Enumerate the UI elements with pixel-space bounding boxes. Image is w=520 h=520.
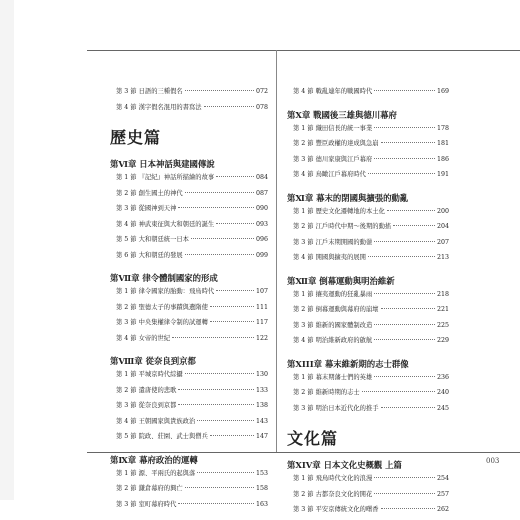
leader-dots — [362, 391, 435, 392]
entry-title: 第 3 節 從國神到天神 — [116, 205, 177, 212]
toc-entry — [110, 86, 268, 102]
entry-page: 111 — [255, 303, 268, 311]
entry-title: 第 5 節 大和朝廷統一日本 — [116, 236, 189, 243]
toc-entry — [110, 234, 268, 250]
entry-title: 第 4 節 鳥瞰江戶幕府時代 — [293, 171, 366, 178]
toc-entry — [110, 172, 268, 188]
toc-entry — [287, 504, 449, 520]
entry-page: 153 — [255, 469, 268, 477]
leader-dots — [374, 339, 435, 340]
leader-dots — [374, 158, 435, 159]
toc-entry — [287, 86, 449, 102]
leader-dots — [185, 373, 254, 374]
toc-entry — [287, 372, 449, 388]
entry-title: 第 2 節 倒幕運動與幕府的崩壞 — [293, 306, 379, 313]
entry-title: 第 3 節 日語的三種假名 — [116, 88, 183, 95]
leader-dots — [374, 241, 435, 242]
leader-dots — [381, 308, 435, 309]
toc-entry — [287, 473, 449, 489]
entry-title: 第 4 節 漢字假名混用的書寫法 — [116, 103, 202, 111]
entry-title: 第 3 節 平安京傳統文化的曙香 — [293, 506, 379, 513]
entry-title: 第 1 節 織田信長的統一事業 — [293, 124, 373, 132]
toc-entry — [110, 302, 268, 318]
entry-page: 213 — [436, 254, 449, 261]
entry-page: 257 — [436, 490, 449, 498]
toc-entry — [110, 369, 268, 385]
leader-dots — [178, 207, 254, 208]
entry-page: 117 — [255, 319, 268, 326]
leader-dots — [374, 477, 435, 478]
toc-entry — [110, 203, 268, 219]
entry-title: 第 2 節 聖德太子的事蹟與遺隋使 — [116, 303, 208, 311]
entry-page: 163 — [255, 500, 268, 508]
entry-title: 第 4 節 王朝國家與貴族政治 — [116, 417, 196, 425]
leader-dots — [381, 407, 435, 408]
leader-dots — [368, 173, 435, 174]
entry-title: 第 3 節 中央集權律令制的試運轉 — [116, 319, 208, 326]
entry-page: 147 — [255, 433, 268, 440]
page-number: 003 — [486, 457, 500, 465]
entry-page: 087 — [255, 189, 268, 197]
toc-entry — [287, 154, 449, 170]
entry-title: 第 1 節 源、平兩氏的起與落 — [116, 469, 196, 477]
entry-page: 218 — [436, 290, 449, 298]
entry-page: 072 — [255, 88, 268, 95]
entry-page: 107 — [255, 288, 268, 295]
leader-dots — [210, 435, 254, 436]
leader-dots — [374, 493, 435, 494]
entry-title: 第 4 節 戰亂連年的戰國時代 — [293, 88, 373, 95]
entry-page: 204 — [436, 223, 449, 230]
entry-title: 第 3 節 江戶末期開國的動盪 — [293, 238, 373, 246]
leader-dots — [197, 420, 254, 421]
entry-page: 186 — [436, 155, 449, 163]
leader-dots — [178, 389, 254, 390]
toc-entry — [110, 431, 268, 447]
leader-dots — [185, 254, 254, 255]
entry-title: 第 1 節 『記紀』神話所描繪的故事 — [116, 174, 215, 181]
entry-page: 262 — [436, 506, 449, 513]
entry-page: 221 — [436, 306, 449, 313]
toc-entry — [110, 286, 268, 302]
toc-entry — [110, 250, 268, 266]
column-divider — [276, 50, 277, 452]
entry-page: 158 — [255, 485, 268, 492]
leader-dots — [387, 210, 435, 211]
leader-dots — [185, 487, 254, 488]
chapter-heading: 第Ⅺ章 幕末的閉國與擴張的動亂 — [287, 192, 409, 203]
leader-dots — [374, 293, 435, 294]
leader-dots — [374, 324, 435, 325]
toc-entry — [287, 335, 449, 351]
entry-title: 第 2 節 豐臣政權的達成與急崩 — [293, 140, 379, 147]
chapter-heading: 第Ⅷ章 從奈良到京都 — [110, 356, 196, 366]
left-column — [110, 86, 268, 514]
entry-title: 第 3 節 明治日本近代化的推手 — [293, 404, 379, 412]
entry-title: 第 2 節 遣唐使的悲歌 — [116, 386, 177, 394]
entry-page: 099 — [255, 251, 268, 259]
toc-entry — [110, 333, 268, 349]
entry-title: 第 5 節 院政、莊園、武士與僧兵 — [116, 433, 208, 440]
entry-title: 第 1 節 飛鳥時代文化的浪漫 — [293, 475, 373, 482]
entry-page: 122 — [255, 334, 268, 342]
entry-page: 169 — [436, 88, 449, 95]
leader-dots — [210, 306, 254, 307]
entry-title: 第 2 節 維新時期的志士 — [293, 389, 360, 396]
toc-entry — [287, 289, 449, 305]
toc-entry — [287, 169, 449, 185]
entry-page: 181 — [436, 140, 449, 147]
entry-title: 第 3 節 維新的國家體制改造 — [293, 321, 373, 329]
entry-title: 第 2 節 江戶時代中期～後期的動搖 — [293, 223, 392, 230]
toc-entry — [287, 221, 449, 237]
leader-dots — [374, 90, 435, 91]
chapter-heading: 第XIV章 日本文化史概觀 上篇 — [287, 460, 402, 470]
toc-entry — [110, 317, 268, 333]
entry-page: 133 — [255, 386, 268, 394]
leader-dots — [381, 142, 435, 143]
toc-entry — [287, 123, 449, 139]
toc-entry — [110, 416, 268, 432]
toc-entry — [287, 252, 449, 268]
leader-dots — [185, 90, 254, 91]
toc-entry — [110, 188, 268, 204]
entry-title: 第 1 節 歷史文化遷轉地的本土化 — [293, 207, 385, 215]
leader-dots — [210, 321, 254, 322]
entry-title: 第 1 節 幕末期藩士們的英雄 — [293, 373, 373, 381]
toc-entry — [287, 320, 449, 336]
entry-title: 第 3 節 德川家康與江戶幕府 — [293, 155, 373, 163]
entry-title: 第 2 節 創生國土的神代 — [116, 189, 183, 197]
entry-page: 130 — [255, 371, 268, 378]
entry-title: 第 6 節 大和朝廷的發展 — [116, 251, 183, 259]
chapter-heading: 第Ⅹ章 戰國後三雄與德川幕府 — [287, 109, 397, 120]
entry-page: 096 — [255, 236, 268, 243]
entry-page: 207 — [436, 238, 449, 246]
toc-entry — [287, 237, 449, 253]
toc-entry — [110, 219, 268, 235]
entry-page: 236 — [436, 373, 449, 381]
toc-entry — [287, 138, 449, 154]
toc-entry — [110, 400, 268, 416]
leader-dots — [216, 176, 254, 177]
entry-title: 第 1 節 攘夷運動的狂亂暴雨 — [293, 290, 373, 298]
leader-dots — [216, 223, 254, 224]
toc-entry — [287, 206, 449, 222]
leader-dots — [178, 404, 254, 405]
toc-entry — [287, 387, 449, 403]
entry-title: 第 1 節 平城京時代綜攝 — [116, 371, 183, 378]
toc-entry — [110, 102, 268, 118]
leader-dots — [178, 503, 254, 504]
leader-dots — [191, 238, 254, 239]
entry-page: 225 — [436, 321, 449, 329]
leader-dots — [204, 106, 254, 107]
entry-page: 200 — [436, 207, 449, 215]
right-column — [287, 86, 449, 520]
leader-dots — [197, 472, 254, 473]
entry-page: 229 — [436, 337, 449, 344]
chapter-heading: 第XIII章 幕末維新期的志士群像 — [287, 358, 409, 369]
entry-page: 090 — [255, 205, 268, 212]
entry-page: 138 — [255, 402, 268, 409]
entry-page: 178 — [436, 124, 449, 132]
leader-dots — [374, 127, 435, 128]
top-rule — [87, 50, 520, 51]
toc-entry — [110, 483, 268, 499]
toc-entry — [110, 385, 268, 401]
entry-title: 第 4 節 神武東征與大和朝廷的誕生 — [116, 220, 215, 228]
leader-dots — [393, 225, 435, 226]
entry-page: 191 — [436, 171, 449, 178]
part-title: 歷史篇 — [110, 128, 162, 147]
chapter-heading: 第Ⅵ章 日本神話與建國傳說 — [110, 159, 215, 169]
entry-page: 084 — [255, 174, 268, 181]
leader-dots — [172, 337, 254, 338]
chapter-heading: 第Ⅻ章 倒幕運動與明治維新 — [287, 275, 395, 286]
entry-page: 143 — [255, 417, 268, 425]
entry-page: 254 — [436, 475, 449, 482]
entry-page: 093 — [255, 220, 268, 228]
entry-title: 第 4 節 明治維新政府的啟航 — [293, 337, 373, 344]
part-title: 文化篇 — [287, 429, 339, 448]
leader-dots — [185, 192, 254, 193]
leader-dots — [374, 376, 435, 377]
toc-entry — [287, 304, 449, 320]
chapter-heading: 第Ⅸ章 幕府政治的運轉 — [110, 454, 198, 465]
entry-title: 第 3 節 從奈良到京都 — [116, 402, 177, 409]
chapter-heading: 第Ⅶ章 律令體制國家的形成 — [110, 273, 218, 283]
entry-page: 245 — [436, 404, 449, 412]
toc-entry — [110, 499, 268, 515]
entry-page: 078 — [255, 103, 268, 111]
entry-title: 第 2 節 古都奈良文化的開花 — [293, 490, 373, 498]
toc-entry — [287, 403, 449, 419]
toc-entry — [110, 468, 268, 484]
leader-dots — [368, 256, 435, 257]
leader-dots — [216, 290, 254, 291]
entry-page: 240 — [436, 389, 449, 396]
entry-title: 第 4 節 開國與擴夷的展開 — [293, 254, 366, 261]
entry-title: 第 2 節 鎌倉幕府的興亡 — [116, 485, 183, 492]
entry-title: 第 1 節 律令國家的胎動：飛鳥時代 — [116, 288, 215, 295]
toc-entry — [287, 489, 449, 505]
page-binding-edge — [0, 0, 14, 500]
entry-title: 第 3 節 室町幕府時代 — [116, 500, 177, 508]
leader-dots — [381, 508, 435, 509]
entry-title: 第 4 節 女帝的世紀 — [116, 334, 171, 342]
